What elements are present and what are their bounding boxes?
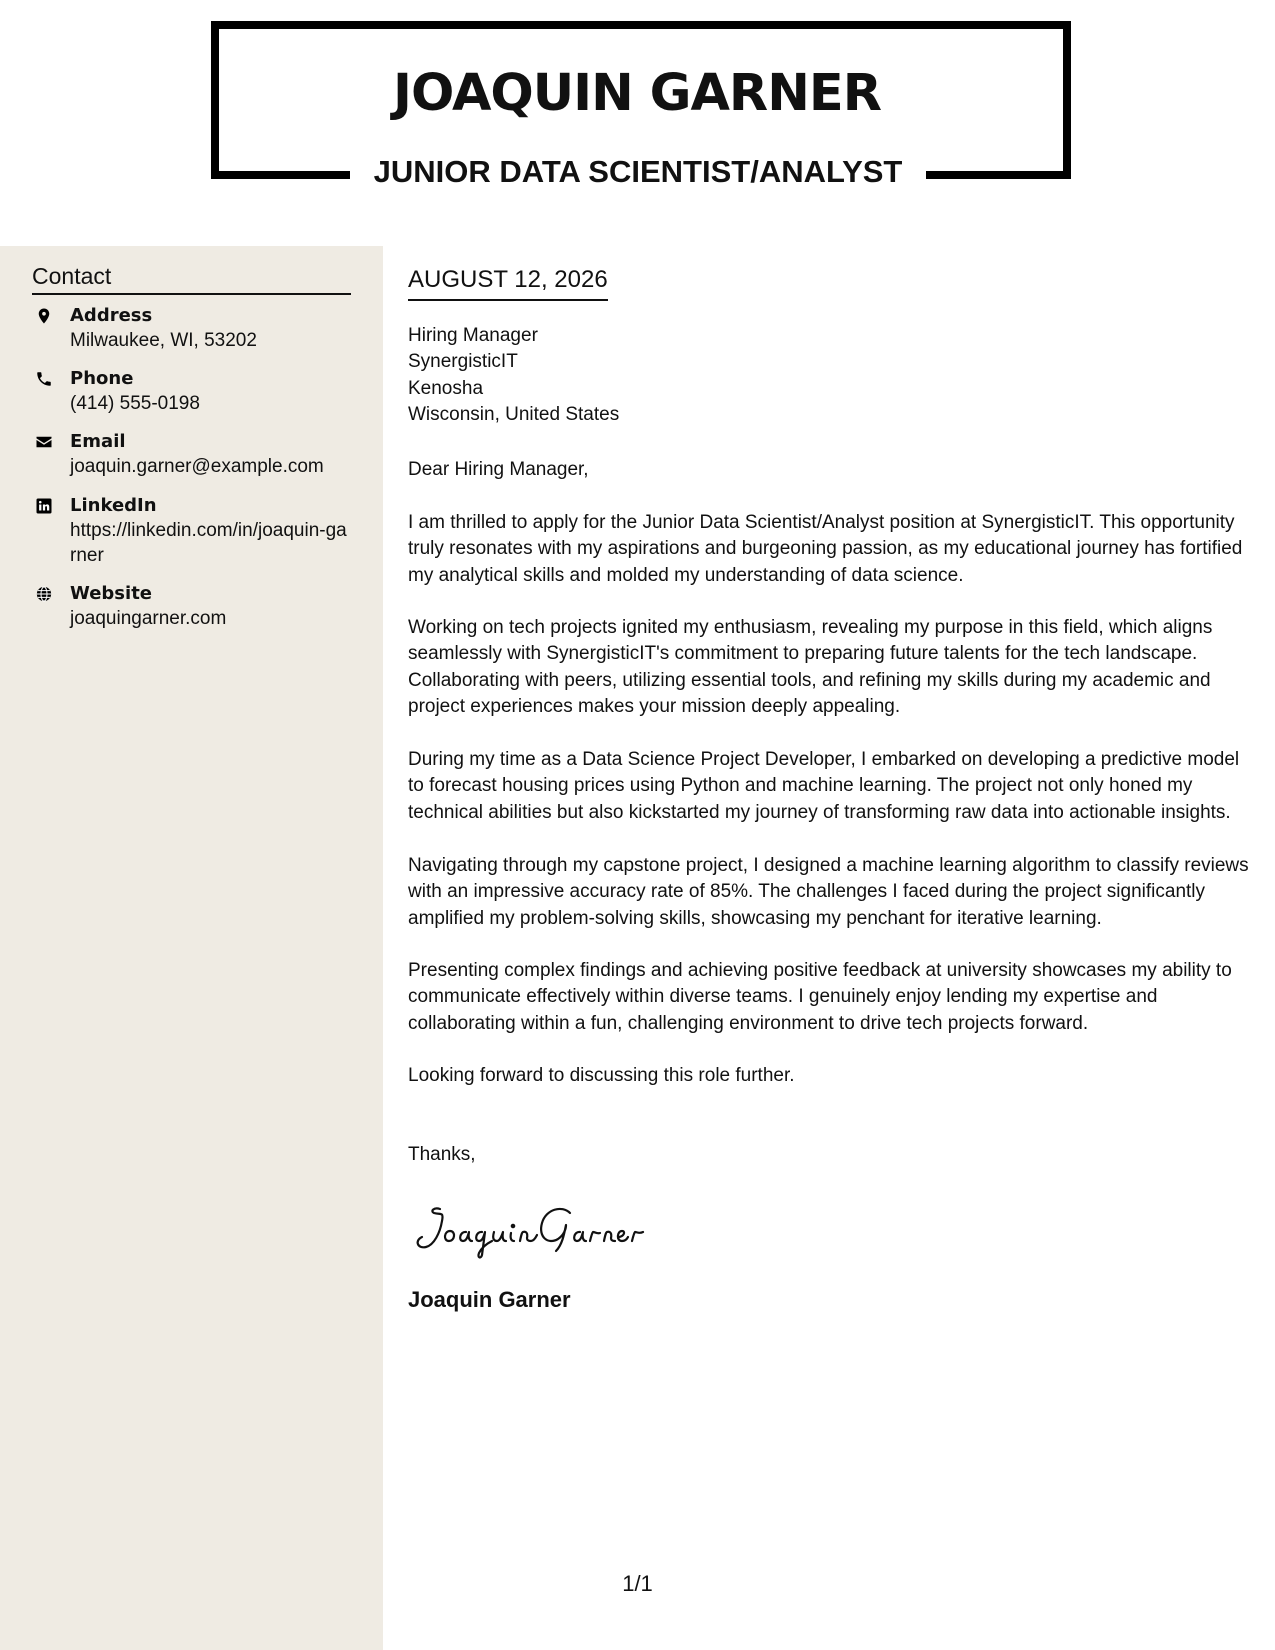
job-title: JUNIOR DATA SCIENTIST/ANALYST: [373, 154, 903, 189]
globe-icon: [35, 585, 53, 603]
salutation: Dear Hiring Manager,: [408, 459, 589, 480]
header-frame-bottom-left: [211, 171, 350, 179]
header-frame-bottom-right: [926, 171, 1063, 179]
body-paragraph: Navigating through my capstone project, I designed a machine learning algorithm to classify reviews with an impressive accuracy rate of 85%. The challenges I faced during the project significantly amplified my problem-solving skills, showcasing my penchant for iterative learning.: [408, 855, 1249, 929]
page-number: 1/1: [622, 1571, 653, 1596]
body-paragraph: Looking forward to discussing this role further.: [408, 1065, 795, 1086]
website-value[interactable]: joaquingarner.com: [70, 608, 227, 629]
email-value[interactable]: joaquin.garner@example.com: [70, 456, 324, 477]
recipient-title: Hiring Manager: [408, 325, 538, 346]
envelope-icon: [35, 433, 53, 451]
closing: Thanks,: [408, 1144, 476, 1165]
applicant-name: JOAQUIN GARNER: [392, 64, 881, 123]
linkedin-value[interactable]: https://linkedin.com/in/joaquin-garner: [70, 520, 347, 566]
linkedin-icon: [35, 497, 53, 515]
recipient-block: [408, 323, 908, 428]
body-paragraph: During my time as a Data Science Project Developer, I embarked on developing a predictive model to forecast housing prices using Python and machine learning. The project not only honed my technical abilities but also kickstarted my journey of transforming raw data into actionable insights.: [408, 749, 1240, 823]
address-label: Address: [70, 305, 153, 326]
location-pin-icon: [35, 307, 53, 325]
body-paragraph: Presenting complex findings and achieving positive feedback at university showcases my ability to communicate effectively within diverse teams. I genuinely enjoy lending my expertise and collaborating within a fun, challenging environment to drive tech projects forward.: [408, 960, 1232, 1034]
linkedin-label: LinkedIn: [70, 495, 157, 516]
letter-date: AUGUST 12, 2026: [408, 265, 608, 301]
recipient-company: SynergisticIT: [408, 351, 518, 373]
email-label: Email: [70, 431, 126, 452]
body-paragraph: I am thrilled to apply for the Junior Data Scientist/Analyst position at SynergisticIT. This opportunity truly resonates with my aspirations and burgeoning passion, as my educational journey has fortified my analytical skills and molded my understanding of data science.: [408, 512, 1243, 586]
phone-icon: [35, 370, 53, 388]
body-paragraph: Working on tech projects ignited my enthusiasm, revealing my purpose in this field, which aligns seamlessly with SynergisticIT's commitment to preparing future talents for the tech landscape. Collaborating with peers, utilizing essential tools, and refining my skills during my academic and project experiences makes your mission deeply appealing.: [408, 617, 1213, 717]
phone-value: (414) 555-0198: [70, 393, 200, 414]
contact-heading: Contact: [32, 261, 351, 295]
address-value: Milwaukee, WI, 53202: [70, 330, 257, 351]
recipient-city: Kenosha: [408, 377, 484, 399]
phone-label: Phone: [70, 368, 134, 389]
recipient-region: Wisconsin, United States: [408, 403, 620, 425]
handwritten-signature: [410, 1195, 670, 1265]
website-label: Website: [70, 583, 153, 604]
signer-name: Joaquin Garner: [408, 1287, 571, 1312]
